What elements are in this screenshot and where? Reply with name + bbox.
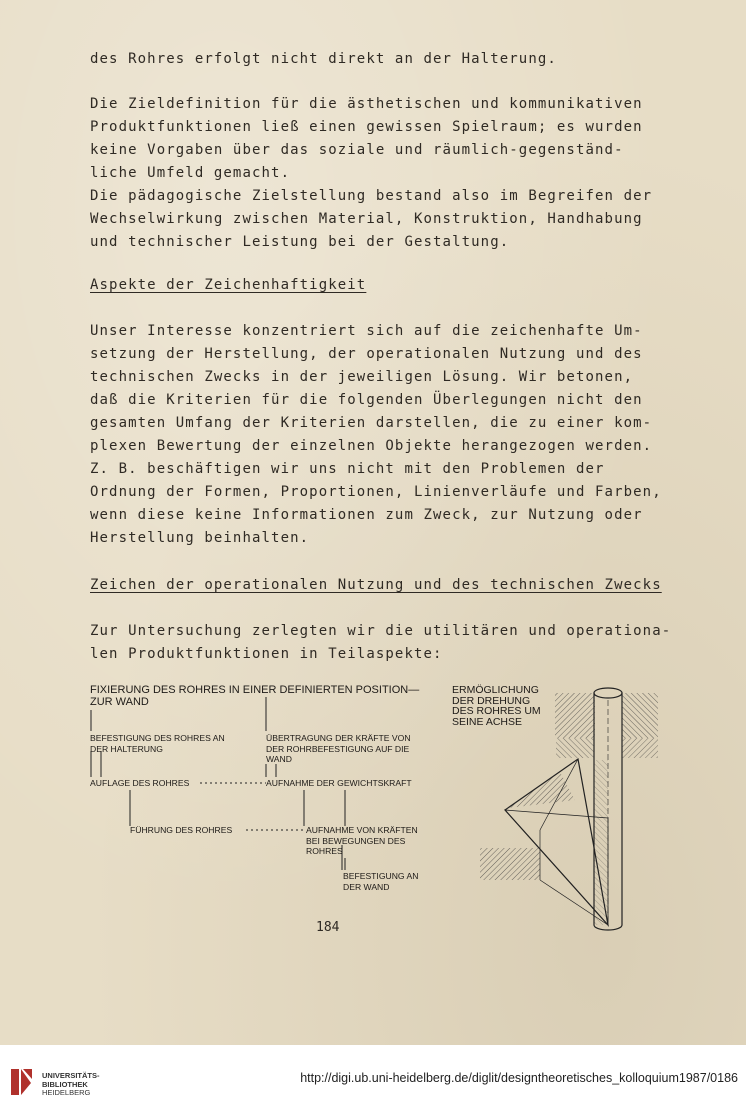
page-number: 184 <box>316 920 340 935</box>
library-name: UNIVERSITÄTS- BIBLIOTHEK HEIDELBERG <box>42 1071 100 1097</box>
text-line: keine Vorgaben über das soziale und räumlich-gegenständ- <box>90 142 624 158</box>
node-aufnahme-kraefte: AUFNAHME VON KRÄFTEN BEI BEWEGUNGEN DES ROHRES <box>306 825 418 856</box>
text-line: plexen Bewertung der einzelnen Objekte herangezogen werden. <box>90 438 653 454</box>
text-line: Unser Interesse konzentriert sich auf die zeichenhafte Um- <box>90 323 643 339</box>
text-line: Wechselwirkung zwischen Material, Konstruktion, Handhabung <box>90 211 643 227</box>
text-line: setzung der Herstellung, der operationalen Nutzung und des <box>90 346 643 362</box>
section-heading-zeichen: Zeichen der operationalen Nutzung und des technischen Zwecks <box>90 577 662 593</box>
diagram-title-fixierung: FIXIERUNG DES ROHRES IN EINER DEFINIERTEN POSITION— ZUR WAND <box>90 684 420 708</box>
library-logo-icon <box>8 1067 34 1097</box>
text-line: Z. B. beschäftigen wir uns nicht mit den Problemen der <box>90 461 605 477</box>
text-line: Ordnung der Formen, Proportionen, Linienverläufe und Farben, <box>90 484 662 500</box>
text-line: des Rohres erfolgt nicht direkt an der Halterung. <box>90 51 557 67</box>
source-url[interactable]: http://digi.ub.uni-heidelberg.de/diglit/designtheoretisches_kolloquium1987/0186 <box>300 1071 738 1085</box>
text-line: Die Zieldefinition für die ästhetischen und kommunikativen <box>90 96 643 112</box>
text-line: Herstellung beinhalten. <box>90 530 310 546</box>
text-line: len Produktfunktionen in Teilaspekte: <box>90 646 443 662</box>
text-line: wenn diese keine Informationen zum Zweck, zur Nutzung oder <box>90 507 643 523</box>
node-befestigung-halterung: BEFESTIGUNG DES ROHRES AN DER HALTERUNG <box>90 733 225 754</box>
node-gewichtskraft: AUFNAHME DER GEWICHTSKRAFT <box>266 778 412 788</box>
text-line: und technischer Leistung bei der Gestaltung. <box>90 234 510 250</box>
text-line: technischen Zwecks in der jeweiligen Lösung. Wir betonen, <box>90 369 634 385</box>
text-line: liche Umfeld gemacht. <box>90 165 291 181</box>
node-befestigung-wand: BEFESTIGUNG AN DER WAND <box>343 871 419 892</box>
node-fuehrung: FÜHRUNG DES ROHRES <box>130 825 233 835</box>
text-line: Die pädagogische Zielstellung bestand also im Begreifen der <box>90 188 653 204</box>
text-line: Zur Untersuchung zerlegten wir die utilitären und operationa- <box>90 623 672 639</box>
viewer-footer <box>0 1045 746 1114</box>
diagram-title-drehung: ERMÖGLICHUNG DER DREHUNG DES ROHRES UM SEINE ACHSE <box>452 684 541 728</box>
text-line: daß die Kriterien für die folgenden Überlegungen nicht den <box>90 392 643 408</box>
section-heading-aspekte: Aspekte der Zeichenhaftigkeit <box>90 277 367 293</box>
node-uebertragung-kraefte: ÜBERTRAGUNG DER KRÄFTE VON DER ROHRBEFESTIGUNG AUF DIE WAND <box>266 733 411 764</box>
node-auflage: AUFLAGE DES ROHRES <box>90 778 190 788</box>
text-line: gesamten Umfang der Kriterien darstellen, die zu einer kom- <box>90 415 653 431</box>
text-line: Produktfunktionen ließ einen gewissen Spielraum; es wurden <box>90 119 643 135</box>
